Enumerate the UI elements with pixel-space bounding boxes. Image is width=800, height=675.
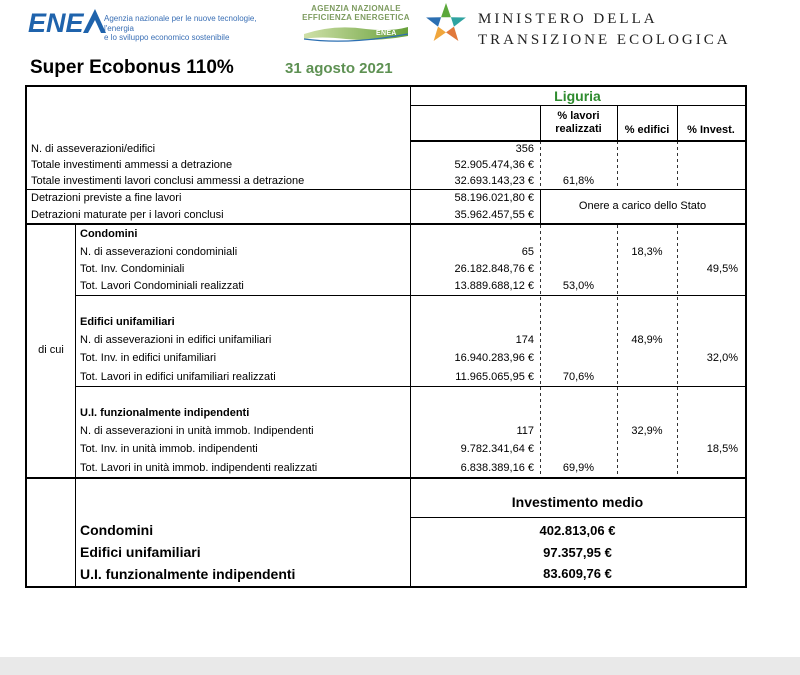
- ministero-line2: TRANSIZIONE ECOLOGICA: [478, 32, 731, 48]
- ministero-title: [478, 9, 731, 51]
- row-value: 117: [516, 424, 534, 437]
- agenzia-line1: AGENZIA NAZIONALE: [311, 4, 401, 13]
- row-value: 6.838.389,16 €: [460, 462, 534, 474]
- row-label: N. di asseverazioni condominiali: [80, 245, 238, 258]
- row-value: 32.693.143,23 €: [454, 175, 534, 187]
- row-label: Totale investimenti lavori conclusi ammessi a detrazione: [31, 175, 305, 187]
- pct-edifici-value: 48,9%: [631, 333, 663, 346]
- row-label: N. di asseverazioni in unità immob. Indipendenti: [80, 424, 314, 437]
- row-label: Tot. Lavori Condominiali realizzati: [80, 280, 244, 292]
- enea-logo-icon: [28, 6, 106, 43]
- group-title: Condomini: [80, 227, 138, 240]
- row-label: Tot. Lavori in edifici unifamiliari realizzati: [80, 370, 276, 383]
- row-label: N. di asseverazioni/edifici: [31, 143, 156, 155]
- row-value: 174: [515, 333, 534, 346]
- row-value: 13.889.688,12 €: [454, 280, 534, 292]
- row-value: 58.196.021,80 €: [454, 191, 534, 204]
- row-label: Tot. Inv. in edifici unifamiliari: [80, 351, 217, 364]
- ministero-line1: MINISTERO DELLA: [478, 11, 658, 27]
- divider-dashed: [540, 225, 541, 477]
- report-table: [25, 85, 747, 588]
- row-value: 16.940.283,96 €: [454, 351, 534, 364]
- group-title: U.I. funzionalmente indipendenti: [80, 406, 250, 419]
- row-label: Detrazioni previste a fine lavori: [31, 191, 182, 204]
- divider: [75, 386, 745, 387]
- pct-invest-value: 18,5%: [706, 443, 738, 455]
- svg-text:ENE: ENE: [28, 8, 84, 38]
- row-value: 65: [521, 245, 534, 258]
- row-label: Condomini: [80, 522, 154, 538]
- pct-edifici-value: 32,9%: [631, 424, 663, 437]
- row-label: N. di asseverazioni in edifici unifamiliari: [80, 333, 272, 346]
- pct-lavori-value: 61,8%: [562, 175, 595, 187]
- agenzia-efficienza-block: [298, 4, 414, 46]
- divider-dashed: [677, 141, 678, 189]
- svg-text:ENEA: ENEA: [376, 30, 397, 37]
- row-label: Tot. Inv. Condominiali: [80, 262, 185, 275]
- enea-tagline: [104, 14, 274, 43]
- row-value: 26.182.848,76 €: [454, 262, 534, 275]
- pct-invest-value: 49,5%: [706, 262, 738, 275]
- row-value: 9.782.341,64 €: [460, 443, 534, 455]
- row-value: 402.813,06 €: [539, 522, 616, 538]
- agenzia-swoosh-icon: [304, 22, 408, 44]
- row-value: 356: [515, 143, 534, 155]
- enea-tagline-line1: Agenzia nazionale per le nuove tecnologie, l'energia: [104, 14, 257, 33]
- divider: [75, 295, 745, 296]
- region-header: Liguria: [554, 88, 601, 104]
- row-label: Totale investimenti ammessi a detrazione: [31, 159, 233, 171]
- col-header-pct-invest: % Invest.: [687, 124, 735, 136]
- row-value: 52.905.474,36 €: [454, 159, 534, 171]
- investimento-medio-header: Investimento medio: [511, 494, 644, 510]
- row-value: 83.609,76 €: [543, 566, 612, 581]
- di-cui-label: di cui: [38, 344, 64, 356]
- row-value: 35.962.457,55 €: [454, 208, 534, 221]
- pct-lavori-value: 70,6%: [562, 370, 595, 383]
- onere-note: Onere a carico dello Stato: [578, 200, 707, 212]
- divider: [27, 477, 745, 479]
- group-title: Edifici unifamiliari: [80, 315, 175, 328]
- divider-dashed: [617, 141, 618, 189]
- pct-lavori-value: 53,0%: [562, 280, 595, 292]
- row-value: 11.965.065,95 €: [455, 370, 534, 383]
- col-header-pct-edifici: % edifici: [624, 124, 670, 136]
- row-label: Tot. Lavori in unità immob. indipendenti realizzati: [80, 462, 318, 474]
- page-edge: [0, 657, 800, 675]
- row-label: U.I. funzionalmente indipendenti: [80, 565, 296, 582]
- page-title: Super Ecobonus 110%: [30, 57, 234, 78]
- row-value: 97.357,95 €: [543, 544, 612, 560]
- enea-tagline-line2: e lo sviluppo economico sostenibile: [104, 33, 230, 42]
- ministero-star-icon: [424, 2, 468, 51]
- col-header-pct-lavori: % lavori realizzati: [555, 109, 602, 135]
- divider: [410, 517, 745, 518]
- pct-edifici-value: 18,3%: [631, 245, 663, 258]
- pct-invest-value: 32,0%: [706, 351, 738, 364]
- pct-lavori-value: 69,9%: [562, 462, 595, 474]
- row-label: Edifici unifamiliari: [80, 544, 201, 560]
- divider-dashed: [617, 225, 618, 477]
- row-label: Detrazioni maturate per i lavori conclusi: [31, 208, 224, 221]
- agenzia-line2: EFFICIENZA ENERGETICA: [302, 13, 410, 22]
- report-date: 31 agosto 2021: [285, 60, 393, 77]
- row-label: Tot. Inv. in unità immob. indipendenti: [80, 443, 258, 455]
